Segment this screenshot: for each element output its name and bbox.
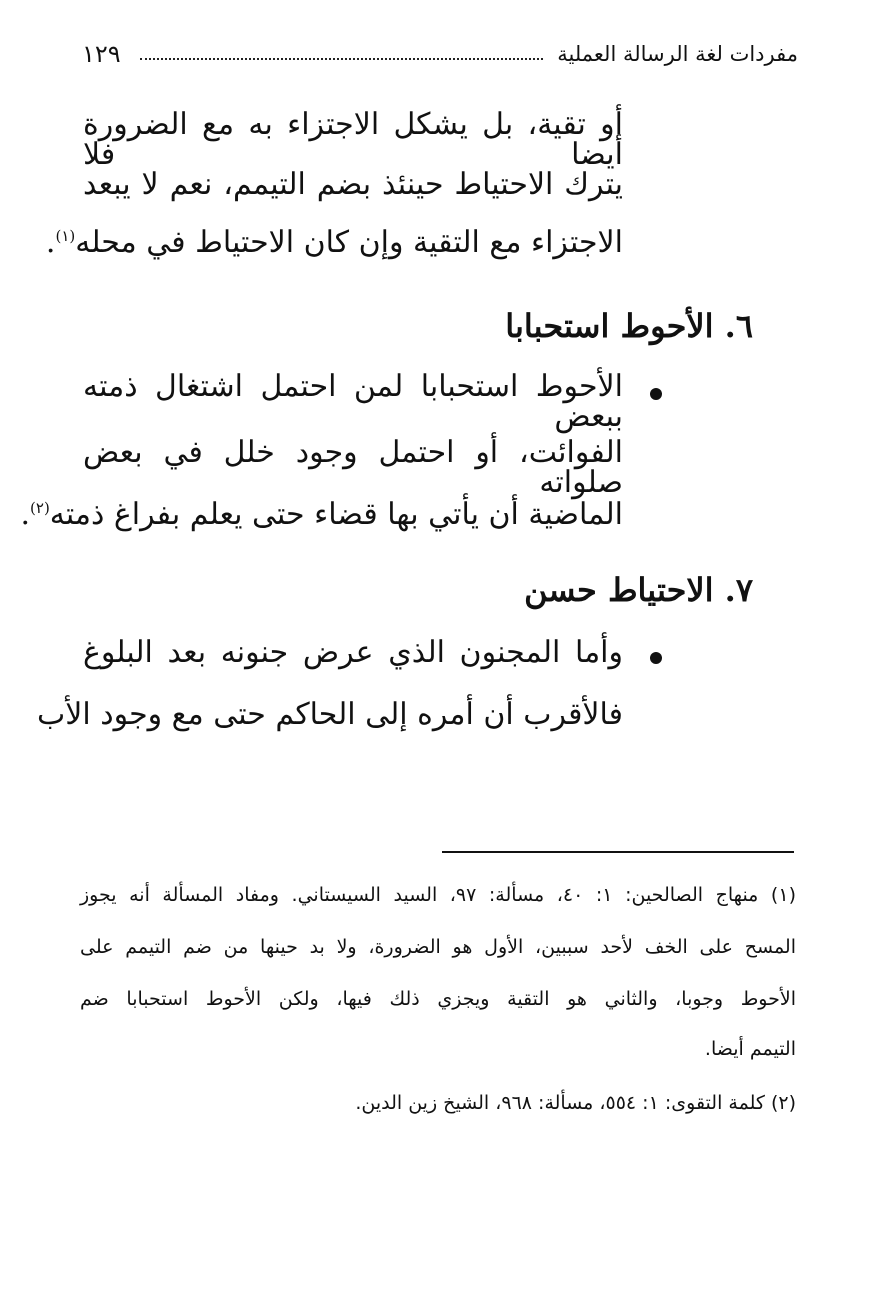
- bullet1-line-3-text: الماضية أن يأتي بها قضاء حتى يعلم بفراغ ذمته: [49, 497, 623, 532]
- footnote-1-line-3: الأحوط وجوبا، والثاني هو التقية ويجزي ذلك فيها، ولكن الأحوط استحبابا ضم: [80, 988, 796, 1010]
- bullet1-line-2: الفوائت، أو احتمل وجود خلل في بعض صلواته: [83, 435, 623, 500]
- page-number: ١٢٩: [82, 40, 121, 68]
- footnote-ref-1: (١): [55, 227, 76, 245]
- header-title: مفردات لغة الرسالة العملية: [557, 42, 798, 66]
- bullet-dot-2: [650, 652, 662, 664]
- heading-7: ٧. الاحتياط حسن: [524, 571, 753, 609]
- bullet-dot-1: [650, 388, 662, 400]
- footnote-1-line-4: التيمم أيضا.: [704, 1038, 796, 1060]
- para1-line-3-text: الاجتزاء مع التقية وإن كان الاحتياط في محله: [75, 225, 623, 260]
- running-header: [82, 40, 798, 80]
- para1-line-3: الاجتزاء مع التقية وإن كان الاحتياط في محله$^{(١)}$.: [45, 225, 623, 260]
- bullet1-line-3: الماضية أن يأتي بها قضاء حتى يعلم بفراغ ذمته$^{(٢)}$.: [20, 497, 623, 532]
- footnote-separator: [442, 851, 794, 853]
- para1-line-2: يترك الاحتياط حينئذ بضم التيمم، نعم لا يبعد: [83, 167, 623, 202]
- footnote-ref-2: (٢): [30, 499, 50, 517]
- bullet2-line-2: فالأقرب أن أمره إلى الحاكم حتى مع وجود الأب: [37, 697, 623, 732]
- heading-6: ٦. الأحوط استحبابا: [505, 307, 753, 345]
- footnote-1-line-1: (١) منهاج الصالحين: ١: ٤٠، مسألة: ٩٧، السيد السيستاني. ومفاد المسألة أنه يجوز: [80, 884, 796, 906]
- footnote-1-line-2: المسح على الخف لأحد سببين، الأول هو الضرورة، ولا بد حينها من ضم التيمم على: [80, 936, 796, 958]
- bullet1-line-1: الأحوط استحبابا لمن احتمل اشتغال ذمته ببعض: [83, 369, 623, 434]
- header-leader-dots: [140, 58, 543, 60]
- footnote-2: (٢) كلمة التقوى: ١: ٥٥٤، مسألة: ٩٦٨، الشيخ زين الدين.: [355, 1092, 796, 1114]
- bullet2-line-1: وأما المجنون الذي عرض جنونه بعد البلوغ: [83, 635, 623, 670]
- para1-line-1: أو تقية، بل يشكل الاجتزاء به مع الضرورة أيضا فلا: [83, 107, 623, 172]
